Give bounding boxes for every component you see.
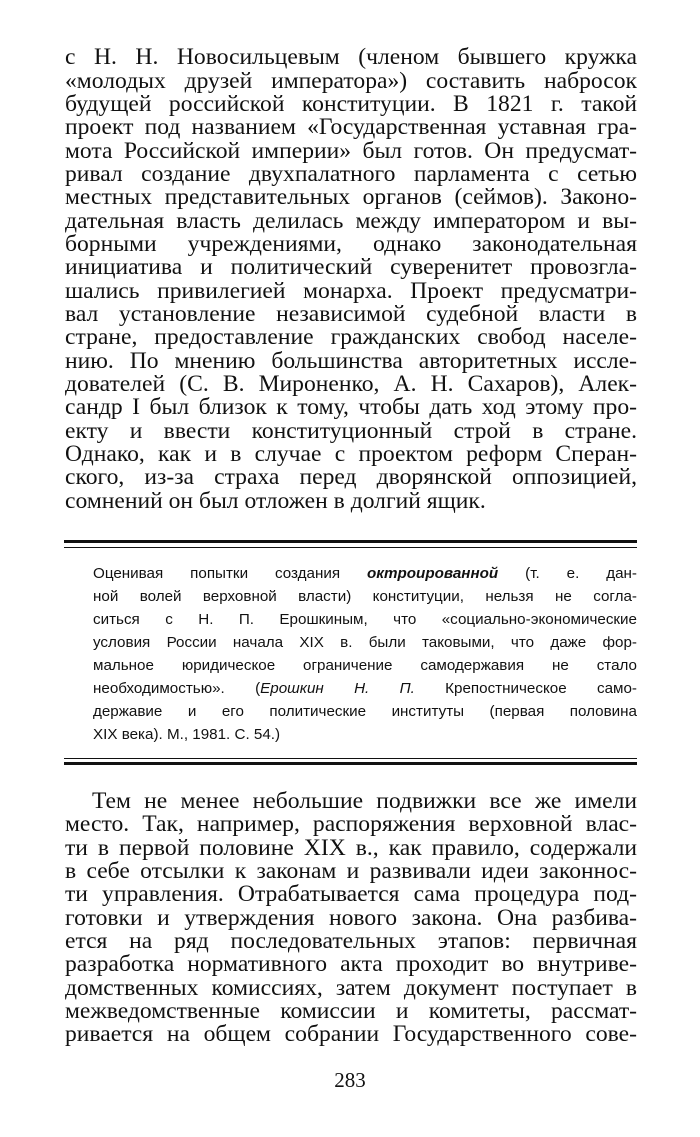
quote-line: державие и его политические институты (первая половина xyxy=(93,703,637,720)
text-line: место. Так, например, распоряжения верховной влас- xyxy=(65,813,637,837)
text-line: сандр I был близок к тому, чтобы дать ход этому про- xyxy=(65,396,637,420)
quote-line: Оценивая попытки создания октроированной (т. е. дан- xyxy=(93,565,637,582)
text-line: ривал создание двухпалатного парламента с сетью xyxy=(65,163,637,187)
text-line: сомнений он был отложен в долгий ящик. xyxy=(65,490,486,514)
text-line: местных представительных органов (сеймов). Законо- xyxy=(65,186,637,210)
text-line: вал установление независимой судебной власти в xyxy=(65,303,637,327)
text-line: мота Российской империи» был готов. Он предусмат- xyxy=(65,140,637,164)
text-line: борными учреждениями, однако законодательная xyxy=(65,233,637,257)
text-line: шались привилегией монарха. Проект предусматри- xyxy=(65,280,637,304)
text-line: дательная власть делилась между императором и вы- xyxy=(65,210,637,234)
text-line: ется на ряд последовательных этапов: первичная xyxy=(65,930,637,954)
quote-line: условия России начала XIX в. были таковыми, что даже фор- xyxy=(93,634,637,651)
text-line: ти в первой половине XIX в., как правило, содержали xyxy=(65,837,637,861)
text-line: «молодых друзей императора») составить набросок xyxy=(65,70,637,94)
text-line: будущей российской конституции. В 1821 г. такой xyxy=(65,93,637,117)
box-rule-bottom-thick xyxy=(64,762,637,765)
text-line: нию. По мнению большинства авторитетных иссле- xyxy=(65,350,637,374)
text-line: домственных комиссиях, затем документ поступает в xyxy=(65,977,637,1001)
text-line: разработка нормативного акта проходит во внутриве- xyxy=(65,953,637,977)
text-line: Однако, как и в случае с проектом реформ Сперан- xyxy=(65,443,637,467)
text-line: Тем не менее небольшие подвижки все же имели xyxy=(92,790,637,814)
text-line: межведомственные комиссии и комитеты, рассмат- xyxy=(65,1000,637,1024)
text-line: екту и ввести конституционный строй в стране. xyxy=(65,420,637,444)
text-line: проект под названием «Государственная уставная гра- xyxy=(65,116,637,140)
box-rule-top-thin xyxy=(64,547,637,548)
quote-author: Ерошкин Н. П. xyxy=(260,680,415,697)
quote-line: ситься с Н. П. Ерошкиным, что «социально-экономические xyxy=(93,611,637,628)
box-rule-top-thick xyxy=(64,540,637,543)
page-number: 283 xyxy=(334,1068,366,1092)
text-line: готовки и утверждения нового закона. Она разбива- xyxy=(65,907,637,931)
text-line: с Н. Н. Новосильцевым (членом бывшего кружка xyxy=(65,46,637,70)
text-line: в себе отсылки к законам и развивали идеи законнос- xyxy=(65,860,637,884)
box-rule-bottom-thin xyxy=(64,758,637,759)
quote-line: ной волей верховной власти) конституции, нельзя не согла- xyxy=(93,588,637,605)
quote-term: октроированной xyxy=(367,565,499,582)
quote-line: необходимостью». (Ерошкин Н. П. Крепостническое само- xyxy=(93,680,637,697)
text-line: стране, предоставление гражданских свобод населе- xyxy=(65,326,637,350)
text-line: ривается на общем собрании Государственного сове- xyxy=(65,1023,637,1047)
text-line: ского, из-за страха перед дворянской оппозицией, xyxy=(65,466,637,490)
quote-line: XIX века). М., 1981. С. 54.) xyxy=(93,726,281,743)
text-line: дователей (С. В. Мироненко, А. Н. Сахаров), Алек- xyxy=(65,373,637,397)
text-line: инициатива и политический суверенитет провозгла- xyxy=(65,256,637,280)
quote-line: мальное юридическое ограничение самодержавия не стало xyxy=(93,657,637,674)
text-line: ти управления. Отрабатывается сама процедура под- xyxy=(65,883,637,907)
